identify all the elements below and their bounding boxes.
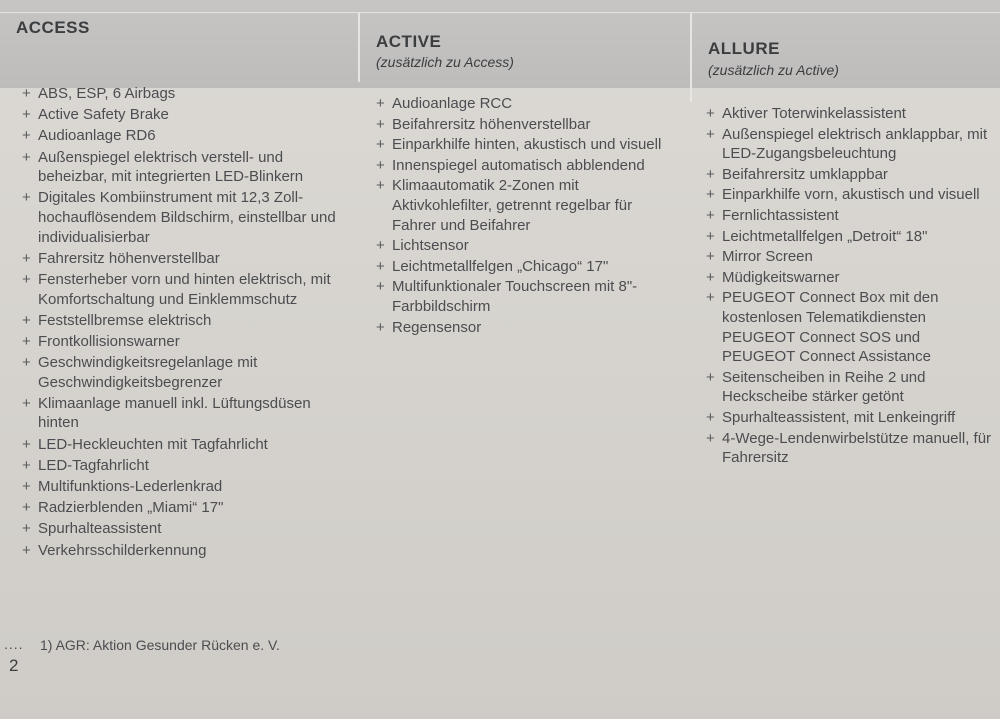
header-top-rule xyxy=(0,12,1000,13)
list-item: + Geschwindigkeitsregelanlage mit Geschwindigkeitsbegrenzer xyxy=(20,353,342,392)
column-divider xyxy=(358,12,360,82)
list-item: + Beifahrersitz umklappbar xyxy=(704,165,994,185)
list-item: + Spurhalteassistent xyxy=(20,519,342,539)
list-item: + Fernlichtassistent xyxy=(704,206,994,226)
active-features-list xyxy=(374,94,664,338)
list-item: + Außenspiegel elektrisch verstell- und beheizbar, mit integrierten LED-Blinkern xyxy=(20,148,342,187)
list-item: + Aktiver Toterwinkelassistent xyxy=(704,104,994,124)
list-item: + Einparkhilfe vorn, akustisch und visuell xyxy=(704,185,994,205)
list-item: + Fahrersitz höhenverstellbar xyxy=(20,249,342,269)
list-item: + PEUGEOT Connect Box mit den kostenlosen Telematikdiensten PEUGEOT Connect SOS und PEUGEOT Connect Assistance xyxy=(704,288,994,366)
footnote-marker: .... xyxy=(4,636,24,652)
list-item: + Seitenscheiben in Reihe 2 und Heckscheibe stärker getönt xyxy=(704,368,994,407)
list-item: + Außenspiegel elektrisch anklappbar, mit LED-Zugangsbeleuchtung xyxy=(704,125,994,164)
column-divider xyxy=(690,12,692,102)
column-subtitle-allure: (zusätzlich zu Active) xyxy=(708,62,839,78)
list-item: + Leichtmetallfelgen „Chicago“ 17" xyxy=(374,257,664,277)
list-item: + Leichtmetallfelgen „Detroit“ 18" xyxy=(704,227,994,247)
page-number: 2 xyxy=(9,656,19,675)
list-item: + Lichtsensor xyxy=(374,236,664,256)
list-item: + Beifahrersitz höhenverstellbar xyxy=(374,115,664,135)
list-item: + ABS, ESP, 6 Airbags xyxy=(20,84,342,104)
access-features-list xyxy=(20,84,342,562)
column-subtitle-active: (zusätzlich zu Access) xyxy=(376,54,514,70)
list-item: + Klimaautomatik 2-Zonen mit Aktivkohlefilter, getrennt regelbar für Fahrer und Beifahrer xyxy=(374,176,664,235)
list-item: + Mirror Screen xyxy=(704,247,994,267)
allure-features-list xyxy=(704,104,994,469)
footnote: 1) AGR: Aktion Gesunder Rücken e. V. xyxy=(40,637,280,653)
list-item: + Active Safety Brake xyxy=(20,105,342,125)
column-title-active: ACTIVE xyxy=(376,32,442,51)
list-item: + Innenspiegel automatisch abblendend xyxy=(374,156,664,176)
list-item: + 4-Wege-Lendenwirbelstütze manuell, für Fahrersitz xyxy=(704,429,994,468)
list-item: + Multifunktionaler Touchscreen mit 8"-Farbbildschirm xyxy=(374,277,664,316)
list-item: + Multifunktions-Lederlenkrad xyxy=(20,477,342,497)
list-item: + Müdigkeitswarner xyxy=(704,268,994,288)
list-item: + Regensensor xyxy=(374,318,664,338)
list-item: + Audioanlage RCC xyxy=(374,94,664,114)
list-item: + Fensterheber vorn und hinten elektrisch, mit Komfortschaltung und Einklemmschutz xyxy=(20,270,342,309)
column-title-allure: ALLURE xyxy=(708,39,780,58)
column-title-access: ACCESS xyxy=(16,18,90,37)
list-item: + Frontkollisionswarner xyxy=(20,332,342,352)
list-item: + Einparkhilfe hinten, akustisch und visuell xyxy=(374,135,664,155)
list-item: + Digitales Kombiinstrument mit 12,3 Zoll-hochauflösendem Bildschirm, einstellbar und individualisierbar xyxy=(20,188,342,247)
list-item: + Radzierblenden „Miami“ 17" xyxy=(20,498,342,518)
list-item: + Feststellbremse elektrisch xyxy=(20,311,342,331)
list-item: + Verkehrsschilderkennung xyxy=(20,541,342,561)
list-item: + LED-Tagfahrlicht xyxy=(20,456,342,476)
list-item: + Spurhalteassistent, mit Lenkeingriff xyxy=(704,408,994,428)
list-item: + Audioanlage RD6 xyxy=(20,126,342,146)
header-band xyxy=(0,0,1000,88)
list-item: + Klimaanlage manuell inkl. Lüftungsdüsen hinten xyxy=(20,394,342,433)
list-item: + LED-Heckleuchten mit Tagfahrlicht xyxy=(20,435,342,455)
